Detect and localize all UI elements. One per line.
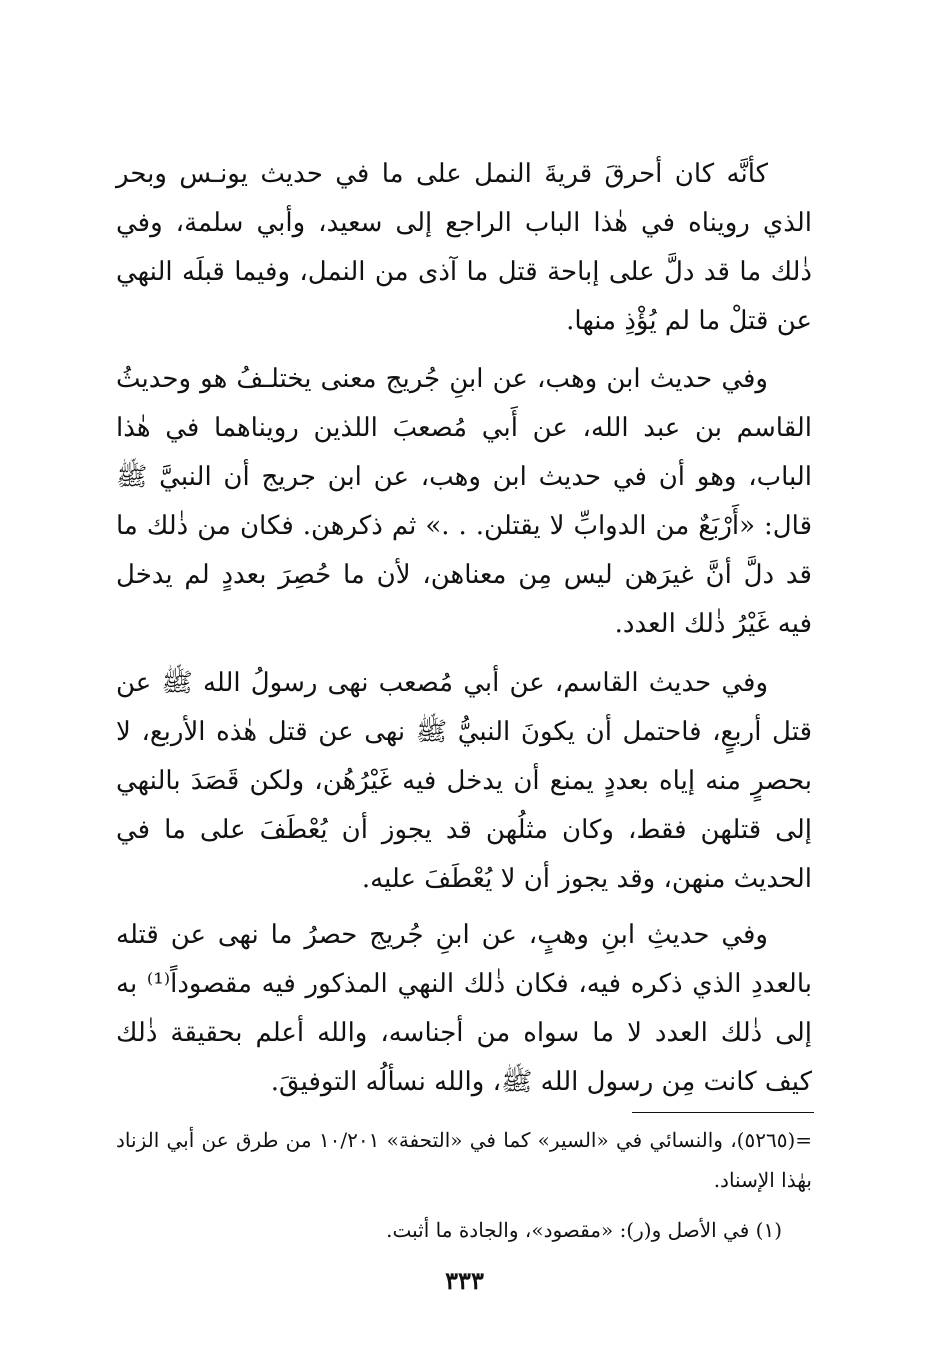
main-text-paragraph-1 — [116, 150, 812, 346]
paragraph-text: وفي حديث ابن وهب، عن ابنِ جُريج معنى يختلـفُ هو وحديثُ القاسم بن عبد الله، عن أَبي مُصعبَ اللذين رويناهما في هٰذا الباب، وهو أن في حديث ابن وهب، عن ابن جريج أن النبيَّ ﷺ قال: «أَرْبَعٌ من الدوابِّ لا يقتلن. . .» ثم ذكرهن. فكان من ذٰلك ما قد دلَّ أنَّ غيرَهن ليس مِن معناهن، لأن ما حُصِرَ بعددٍ لم يدخل فيه غَيْرُ ذٰلك العدد. — [116, 364, 812, 639]
footnote-continuation: =(٥٢٦٥)، والنسائي في «السير» كما في «التحفة» ١٠/٢٠١ من طرق عن أبي الزناد بهٰذا الإسناد. — [116, 1128, 813, 1192]
page-number: ٣٣٣ — [445, 1266, 484, 1295]
footnote-1: (١) في الأصل و(ر): «مقصود»، والجادة ما أثبت. — [386, 1218, 782, 1242]
paragraph-text: وفي حديثِ ابنِ وهبٍ، عن ابنِ جُريج حصرُ ما نهى عن قتله بالعددِ الذي ذكره فيه، فكان ذٰلك النهي المذكور فيه مقصوداً⁽¹⁾ به إلى ذٰلك العدد لا ما سواه من أجناسه، والله أعلم بحقيقة ذٰلك كيف كانت مِن رسول الله ﷺ، والله نسألُه التوفيقَ. — [116, 920, 812, 1097]
main-text-paragraph-4 — [116, 911, 812, 1107]
paragraph-text: وفي حديث القاسم، عن أبي مُصعب نهى رسولُ الله ﷺ عن قتل أربعٍ، فاحتمل أن يكونَ النبيُّ ﷺ نهى عن قتل هٰذه الأربع، لا بحصرٍ منه إياه بعددٍ يمنع أن يدخل فيه غَيْرُهُن، ولكن قَصَدَ بالنهي إلى قتلهن فقط، وكان مثلُهن قد يجوز أن يُعْطَفَ على ما في الحديث منهن، وقد يجوز أن لا يُعْطَفَ عليه. — [116, 668, 812, 894]
paragraph-text: كأنَّه كان أحرقَ قريةَ النمل على ما في حديث يونـس وبحر الذي رويناه في هٰذا الباب الراجع إلى سعيد، وأبي سلمة، وفي ذٰلك ما قد دلَّ على إباحة قتل ما آذى من النمل، وفيما قبلَه النهي عن قتلْ ما لم يُؤْذِ منها. — [116, 159, 812, 336]
main-text-paragraph-3 — [116, 659, 812, 904]
footnote-separator — [632, 1112, 814, 1113]
main-text-paragraph-2 — [116, 355, 812, 649]
